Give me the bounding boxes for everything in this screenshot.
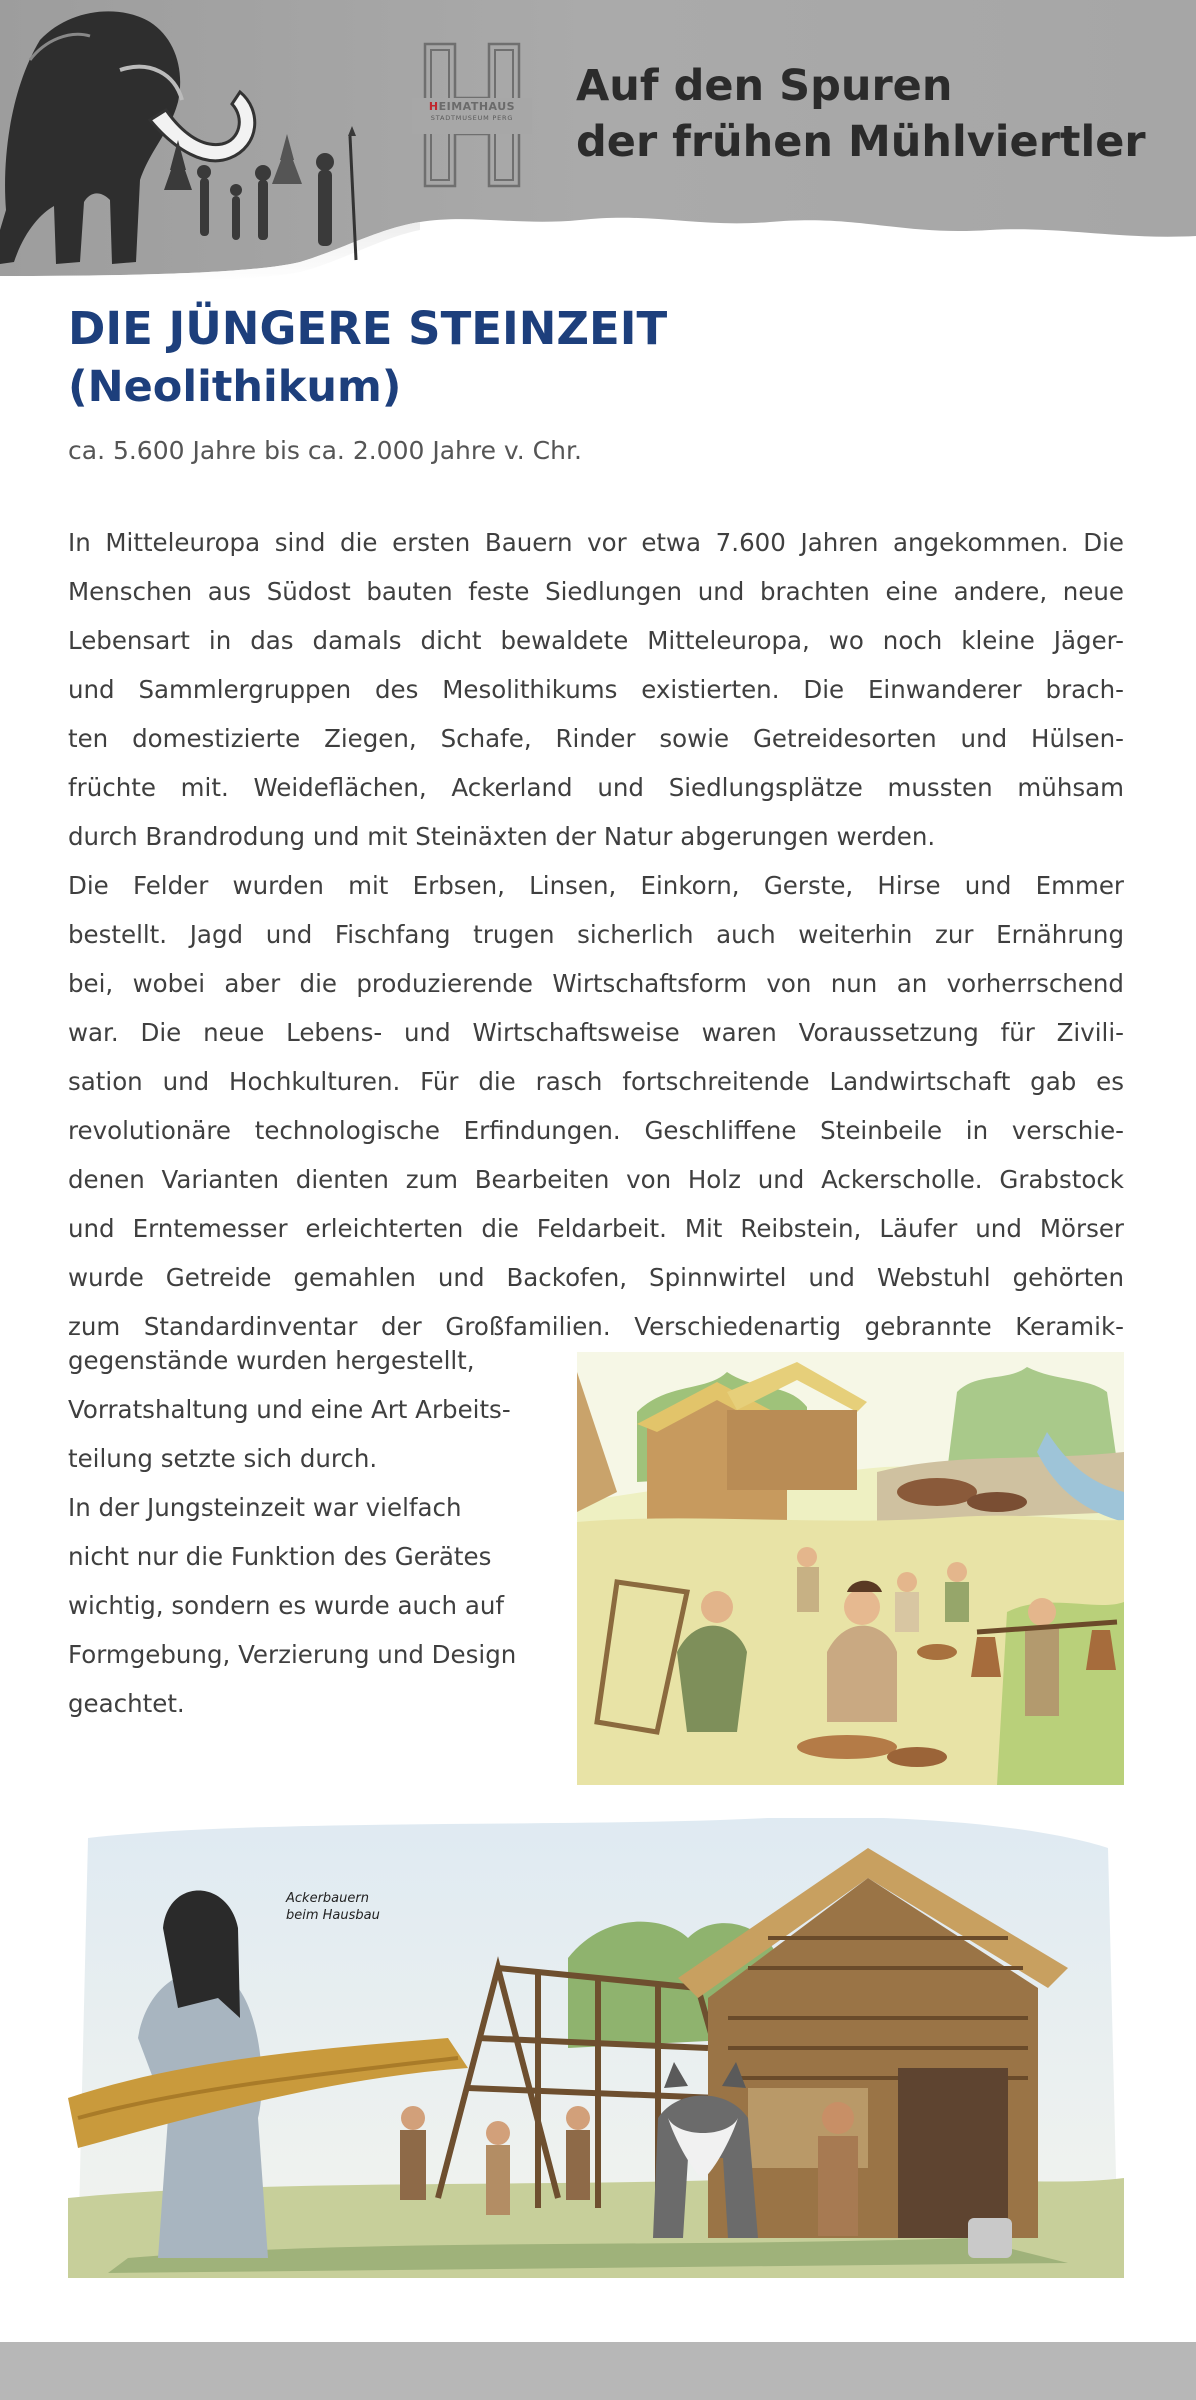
village-life-illustration [577,1352,1124,1785]
body-line: zum Standardinventar der Großfamilien. Verschiedenartig gebrannte Keramik- [68,1312,1124,1341]
side-line: nicht nur die Funktion des Gerätes [68,1542,492,1571]
side-line: geachtet. [68,1689,185,1718]
body-line: und Erntemesser erleichterten die Feldarbeit. Mit Reibstein, Läufer und Mörser [68,1214,1124,1243]
logo-subtitle: STADTMUSEUM PERG [430,114,514,122]
side-text [68,1336,568,1728]
side-line: Vorratshaltung und eine Art Arbeits- [68,1395,511,1424]
body-line: durch Brandrodung und mit Steinäxten der Natur abgerungen werden. [68,822,936,851]
house-building-scene [68,1818,1124,2278]
side-line: teilung setzte sich durch. [68,1444,378,1473]
body-line: bestellt. Jagd und Fischfang trugen sicherlich auch weiterhin zur Ernährung [68,920,1124,949]
footer-bar [0,2342,1196,2400]
heimathaus-logo [412,40,532,190]
logo-name-rest: EIMATHAUS [438,100,516,113]
body-line: In Mitteleuropa sind die ersten Bauern vor etwa 7.600 Jahren angekommen. Die [68,528,1124,557]
body-line: bei, wobei aber die produzierende Wirtschaftsform von nun an vorherrschend [68,969,1124,998]
village-scene [577,1352,1124,1785]
house-building-illustration [68,1818,1124,2278]
body-line: ten domestizierte Ziegen, Schafe, Rinder sowie Getreidesorten und Hülsen- [68,724,1124,753]
body-line: Menschen aus Südost bauten feste Siedlungen und brachten eine andere, neue [68,577,1124,606]
body-line: denen Varianten dienten zum Bearbeiten von Holz und Ackerscholle. Grabstock [68,1165,1124,1194]
body-text [68,518,1124,1351]
illustration-caption-line2: beim Hausbau [286,1908,380,1923]
side-line: In der Jungsteinzeit war vielfach [68,1493,462,1522]
section-subtitle: (Neolithikum) [68,362,402,412]
body-line: Lebensart in das damals dicht bewaldete Mitteleuropa, wo noch kleine Jäger- [68,626,1124,655]
section-title: DIE JÜNGERE STEINZEIT [68,302,668,355]
header-title-line2: der frühen Mühlviertler [576,117,1146,167]
period-dates: ca. 5.600 Jahre bis ca. 2.000 Jahre v. Chr. [68,436,582,465]
body-line: und Sammlergruppen des Mesolithikums existierten. Die Einwanderer brach- [68,675,1124,704]
side-line: Formgebung, Verzierung und Design [68,1640,517,1669]
body-line: sation und Hochkulturen. Für die rasch fortschreitende Landwirtschaft gab es [68,1067,1124,1096]
body-line: Die Felder wurden mit Erbsen, Linsen, Einkorn, Gerste, Hirse und Emmer [68,871,1124,900]
side-line: wichtig, sondern es wurde auch auf [68,1591,504,1620]
header-title [576,58,1146,170]
logo-text [412,100,532,122]
logo-name-initial: H [428,100,439,113]
body-line: wurde Getreide gemahlen und Backofen, Spinnwirtel und Webstuhl gehörten [68,1263,1124,1292]
logo-name [412,100,532,113]
side-line: gegenstände wurden hergestellt, [68,1346,475,1375]
header-banner [0,0,1196,280]
header-title-line1: Auf den Spuren [576,61,953,111]
body-line: revolutionäre technologische Erfindungen. Geschliffene Steinbeile in verschie- [68,1116,1124,1145]
body-line: war. Die neue Lebens- und Wirtschaftsweise waren Voraussetzung für Zivili- [68,1018,1124,1047]
body-line: früchte mit. Weideflächen, Ackerland und Siedlungsplätze mussten mühsam [68,773,1124,802]
illustration-caption-line1: Ackerbauern [286,1891,369,1906]
